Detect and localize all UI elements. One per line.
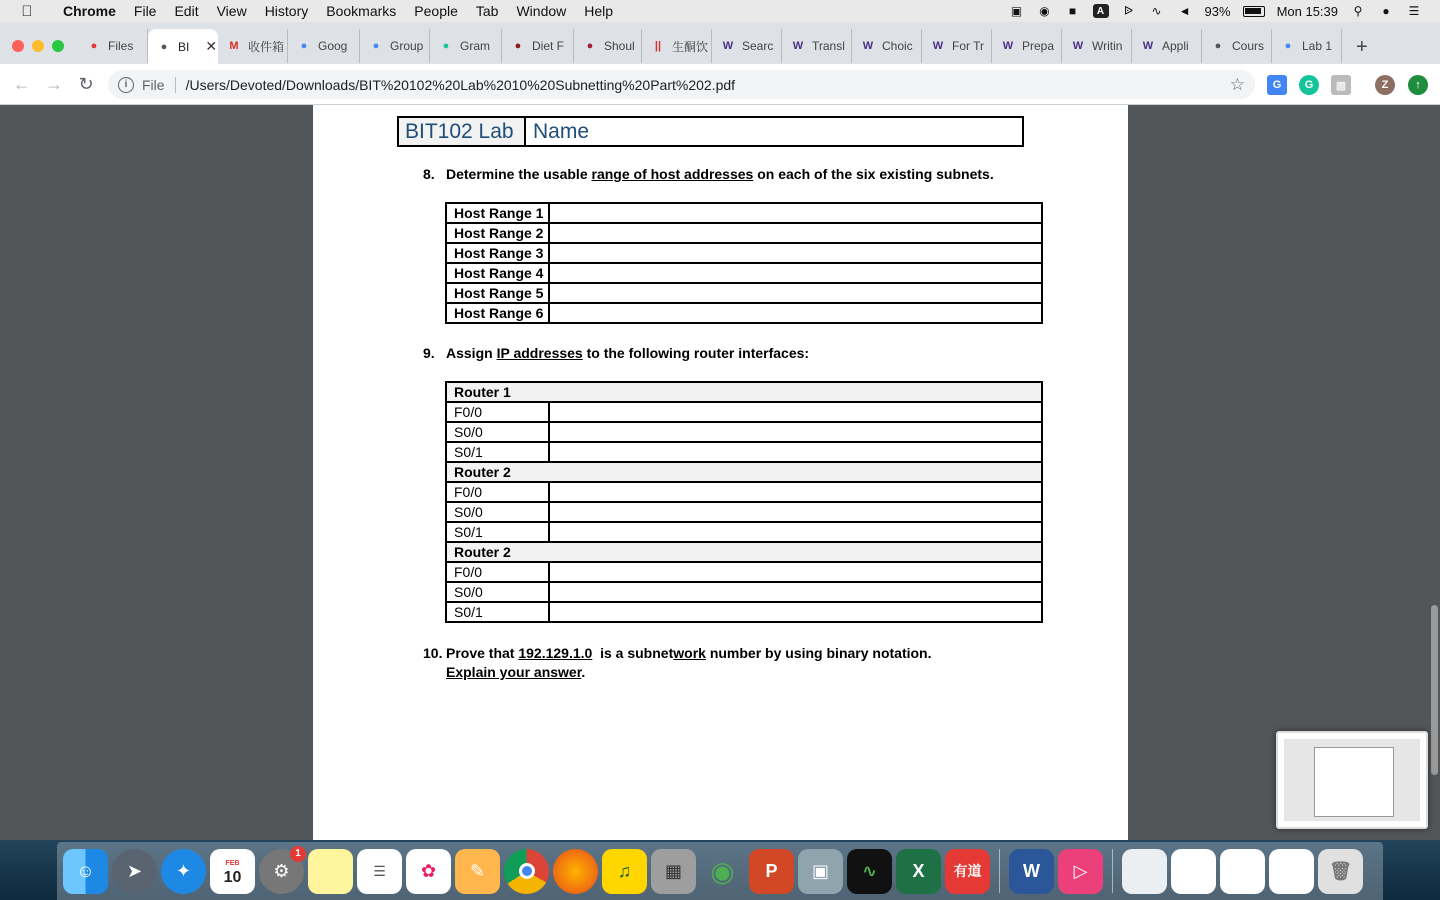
w-icon: W: [1002, 40, 1014, 52]
dock-separator: [1112, 849, 1113, 893]
w-icon: W: [792, 40, 804, 52]
back-button[interactable]: [6, 68, 38, 100]
tab-label: Group: [390, 39, 424, 53]
question-number: 8.: [423, 166, 435, 182]
tab-label: Diet F: [532, 39, 565, 53]
spotlight-search-icon[interactable]: ⚲: [1353, 4, 1363, 18]
tab-label: Lab 1: [1302, 39, 1333, 53]
tab-label: Gram: [460, 39, 490, 53]
interface-ip-answer-cell: [549, 582, 1042, 602]
menu-help[interactable]: Help: [584, 3, 614, 19]
grammarly-extension-icon[interactable]: G: [1299, 75, 1319, 95]
bars-icon: ||: [654, 40, 662, 52]
q10-period: .: [581, 664, 586, 680]
host-range-answer-cell: [549, 283, 1042, 303]
menu-bookmarks[interactable]: Bookmarks: [326, 3, 397, 19]
q8-text-pre: Determine the usable: [446, 166, 592, 182]
q10-text-pre: Prove that: [446, 645, 519, 661]
interface-ip-answer-cell: [549, 422, 1042, 442]
activity-monitor-icon[interactable]: ∿: [847, 849, 892, 894]
w-icon: W: [1072, 40, 1084, 52]
interface-label: S0/1: [446, 442, 549, 462]
minimize-window-button[interactable]: [32, 40, 44, 52]
q10-ip-address: 192.129.1.0: [518, 645, 593, 661]
browser-tab[interactable]: [1132, 29, 1202, 63]
interface-label: S0/0: [446, 502, 549, 522]
host-range-label: Host Range 3: [446, 243, 549, 263]
host-range-answer-cell: [549, 303, 1042, 323]
browser-tab[interactable]: [922, 29, 992, 63]
question-text-line-2: [446, 664, 585, 680]
new-tab-button[interactable]: +: [1356, 35, 1368, 58]
menu-window[interactable]: Window: [516, 3, 567, 19]
course-title: BIT102 Lab: [399, 118, 526, 145]
tab-label: Goog: [318, 39, 348, 53]
photos-icon[interactable]: ✿: [406, 849, 451, 894]
url-divider: [175, 77, 176, 93]
macos-menu-bar: [0, 0, 1440, 22]
menu-view[interactable]: View: [216, 3, 247, 19]
router-title: Router 2: [446, 542, 1042, 562]
extension-icon[interactable]: ▩: [1331, 75, 1351, 95]
arrow-right-icon: →: [45, 73, 63, 94]
reminders-icon[interactable]: ☰: [357, 849, 402, 894]
interface-ip-answer-cell: [549, 522, 1042, 542]
downloads-stack-icon[interactable]: [1122, 849, 1167, 894]
interface-ip-answer-cell: [549, 402, 1042, 422]
host-range-answer-cell: [549, 203, 1042, 223]
interface-label: S0/1: [446, 602, 549, 622]
bluetooth-icon[interactable]: ᐉ: [1123, 4, 1134, 18]
table-row: [446, 402, 1042, 422]
q10-underlined-work: work: [673, 645, 706, 661]
tab-label: Transl: [812, 39, 845, 53]
interface-label: F0/0: [446, 482, 549, 502]
browser-tab[interactable]: [430, 29, 502, 63]
pdf-page: [313, 105, 1128, 840]
screenshot-thumbnail[interactable]: [1276, 731, 1428, 829]
interface-label: S0/0: [446, 422, 549, 442]
thumbnail-page: [1314, 747, 1394, 817]
avatar-letter: Z: [1381, 79, 1389, 91]
name-field: Name: [533, 119, 590, 143]
tab-label: Cours: [1232, 39, 1265, 53]
document-icon: ●: [1214, 40, 1222, 52]
browser-tab[interactable]: [574, 29, 642, 63]
host-range-label: Host Range 1: [446, 203, 549, 223]
dock-separator: [999, 849, 1000, 893]
interface-ip-answer-cell: [549, 502, 1042, 522]
interface-ip-answer-cell: [549, 482, 1042, 502]
minimized-window-icon[interactable]: [1220, 849, 1265, 894]
bookmark-star-icon[interactable]: ☆: [1229, 74, 1245, 94]
table-row: [446, 223, 1042, 243]
browser-tab[interactable]: [852, 29, 922, 63]
browser-tab[interactable]: [502, 29, 574, 63]
question-text: [446, 345, 809, 361]
w-icon: W: [862, 40, 874, 52]
browser-tab[interactable]: [642, 29, 712, 63]
lab-header: [397, 116, 1024, 147]
chrome-icon[interactable]: [504, 849, 549, 894]
tab-label: Files: [108, 39, 134, 53]
q8-underlined-term: range of host addresses: [591, 166, 754, 182]
finder-icon[interactable]: ☺: [63, 849, 108, 894]
question-number: 10.: [423, 645, 443, 661]
q9-text-post: to the following router interfaces:: [582, 345, 810, 361]
router-interface-table: [445, 381, 1043, 623]
browser-tab[interactable]: [218, 29, 288, 63]
chrome-center-icon: [519, 863, 535, 879]
interface-label: S0/1: [446, 522, 549, 542]
google-docs-icon: ●: [372, 40, 380, 52]
zoom-window-button[interactable]: [52, 40, 64, 52]
tab-label: Writin: [1092, 39, 1123, 53]
shield-icon: ●: [586, 40, 594, 52]
firefox-icon[interactable]: [553, 849, 598, 894]
arrow-left-icon: ←: [13, 73, 31, 94]
tab-label: 收件箱: [248, 39, 285, 54]
google-translate-extension-icon[interactable]: G: [1267, 75, 1287, 95]
browser-tab[interactable]: [360, 29, 430, 63]
tab-label: BI: [178, 39, 190, 54]
minimized-window-icon[interactable]: [1269, 849, 1314, 894]
calculator-icon[interactable]: ▦: [651, 849, 696, 894]
tab-label: For Tr: [952, 39, 984, 53]
url-text[interactable]: /Users/Devoted/Downloads/BIT%20102%20Lab%2010%20Subnetting%20Part%202.pdf: [185, 76, 736, 93]
volume-icon[interactable]: ◄: [1178, 4, 1191, 18]
screenshot-icon[interactable]: ▣: [1010, 4, 1023, 18]
tab-label: Appli: [1162, 39, 1189, 53]
word-icon[interactable]: W: [1009, 849, 1054, 894]
interface-ip-answer-cell: [549, 562, 1042, 582]
wechat-icon[interactable]: ◉: [710, 855, 735, 887]
host-range-answer-cell: [549, 243, 1042, 263]
calendar-day: 10: [223, 869, 242, 886]
close-tab-icon[interactable]: ✕: [205, 38, 218, 54]
browser-tab[interactable]: [148, 29, 218, 64]
apple-menu-icon[interactable]: [0, 3, 54, 20]
battery-icon[interactable]: [1243, 6, 1265, 17]
grammarly-icon: ●: [442, 40, 450, 52]
close-window-button[interactable]: [12, 40, 24, 52]
pages-icon[interactable]: ✎: [455, 849, 500, 894]
siri-icon[interactable]: ●: [1382, 4, 1390, 18]
router-group-row: [446, 542, 1042, 562]
interface-label: F0/0: [446, 402, 549, 422]
pdf-scrollbar[interactable]: [1431, 605, 1438, 775]
youdao-dictionary-icon[interactable]: [945, 849, 990, 894]
table-row: [446, 602, 1042, 622]
calendar-month: FEB: [225, 860, 240, 867]
table-row: [446, 203, 1042, 223]
window-controls: [12, 40, 64, 52]
menu-tab[interactable]: Tab: [475, 3, 499, 19]
table-row: [446, 562, 1042, 582]
host-range-answer-cell: [549, 223, 1042, 243]
table-row: [446, 422, 1042, 442]
tab-label: 生酮饮: [672, 39, 709, 54]
youdao-label: 有道: [953, 863, 982, 879]
router-group-row: [446, 382, 1042, 402]
router-title: Router 2: [446, 462, 1042, 482]
menu-people[interactable]: People: [414, 3, 458, 19]
keynote-icon[interactable]: ▷: [1058, 849, 1103, 894]
system-preferences-icon[interactable]: ⚙ 1: [259, 849, 304, 894]
browser-tab[interactable]: [782, 29, 852, 63]
q10-explain: Explain your answer: [446, 664, 582, 680]
browser-tab[interactable]: [78, 29, 148, 63]
question-number: 9.: [423, 345, 435, 361]
battery-percent: 93%: [1204, 3, 1231, 19]
update-icon[interactable]: ↑: [1408, 75, 1428, 95]
reload-button[interactable]: [70, 68, 102, 100]
table-row: [446, 582, 1042, 602]
table-row: [446, 263, 1042, 283]
host-range-table: [445, 202, 1043, 324]
music-icon[interactable]: ♫: [602, 849, 647, 894]
diet-icon: ●: [514, 40, 522, 52]
calendar-icon[interactable]: [210, 849, 255, 894]
table-row: [446, 522, 1042, 542]
input-source-icon[interactable]: A: [1093, 4, 1109, 18]
wechat-status-icon[interactable]: ◉: [1039, 4, 1050, 18]
w-icon: W: [722, 40, 734, 52]
minimized-window-icon[interactable]: [1171, 849, 1216, 894]
wifi-icon[interactable]: ∿: [1151, 4, 1162, 18]
w-icon: W: [1142, 40, 1154, 52]
q10-text-mid: is a subnet: [592, 645, 674, 661]
url-scheme-label: File: [142, 76, 165, 93]
menu-history[interactable]: History: [264, 3, 309, 19]
interface-label: S0/0: [446, 582, 549, 602]
thumbnail-preview: [1284, 739, 1420, 821]
browser-tab[interactable]: [1202, 29, 1272, 63]
browser-tab[interactable]: [712, 29, 782, 63]
excel-icon[interactable]: X: [896, 849, 941, 894]
host-range-label: Host Range 6: [446, 303, 549, 323]
table-row: [446, 243, 1042, 263]
notification-center-icon[interactable]: ☰: [1408, 4, 1420, 18]
browser-tab[interactable]: [1272, 29, 1342, 63]
question-text: [446, 166, 994, 182]
dock: [57, 842, 1383, 900]
menu-edit[interactable]: Edit: [174, 3, 199, 19]
interface-ip-answer-cell: [549, 602, 1042, 622]
table-row: [446, 303, 1042, 323]
table-row: [446, 502, 1042, 522]
trash-icon[interactable]: 🗑: [1318, 849, 1363, 894]
browser-tab[interactable]: [288, 29, 360, 63]
powerpoint-icon[interactable]: P: [749, 849, 794, 894]
forward-button[interactable]: [38, 68, 70, 100]
table-row: [446, 442, 1042, 462]
notes-icon[interactable]: [308, 849, 353, 894]
browser-tab[interactable]: [1062, 29, 1132, 63]
table-row: [446, 482, 1042, 502]
tab-label: Searc: [742, 39, 774, 53]
gmail-icon: M: [229, 40, 239, 52]
safari-icon[interactable]: ✦: [161, 849, 206, 894]
router-group-row: [446, 462, 1042, 482]
tab-label: Prepa: [1022, 39, 1055, 53]
w-icon: W: [932, 40, 944, 52]
chrome-toolbar: [0, 64, 1440, 105]
host-range-label: Host Range 2: [446, 223, 549, 243]
q8-text-post: on each of the six existing subnets.: [753, 166, 994, 182]
q9-text-pre: Assign: [446, 345, 497, 361]
host-range-answer-cell: [549, 263, 1042, 283]
google-translate-icon: ●: [300, 40, 308, 52]
router-title: Router 1: [446, 382, 1042, 402]
host-range-label: Host Range 5: [446, 283, 549, 303]
launchpad-icon[interactable]: ➤: [112, 849, 157, 894]
interface-label: F0/0: [446, 562, 549, 582]
q10-text-post: number by using binary notation.: [705, 645, 932, 661]
question-text: [446, 645, 932, 661]
menu-clock[interactable]: Mon 15:39: [1276, 3, 1338, 19]
host-range-label: Host Range 4: [446, 263, 549, 283]
site-info-icon[interactable]: i: [118, 77, 134, 93]
reload-icon: ↻: [78, 73, 94, 94]
pdf-viewer[interactable]: [0, 105, 1440, 840]
q9-underlined-term: IP addresses: [496, 345, 583, 361]
tab-label: Shoul: [604, 39, 635, 53]
address-bar[interactable]: [108, 70, 1255, 99]
menu-app-chrome[interactable]: Chrome: [63, 3, 116, 19]
interface-ip-answer-cell: [549, 442, 1042, 462]
table-row: [446, 283, 1042, 303]
notification-badge: 1: [290, 846, 306, 862]
tab-label: Choic: [882, 39, 913, 53]
chrome-tab-strip: [0, 22, 1440, 64]
profile-avatar[interactable]: [1375, 75, 1395, 95]
files-icon: ●: [90, 40, 98, 52]
notification-icon[interactable]: ■: [1068, 4, 1077, 18]
globe-icon: ●: [160, 40, 168, 53]
google-icon: ●: [1284, 40, 1292, 52]
browser-tab[interactable]: [992, 29, 1062, 63]
preview-icon[interactable]: ▣: [798, 849, 843, 894]
menu-file[interactable]: File: [133, 3, 157, 19]
